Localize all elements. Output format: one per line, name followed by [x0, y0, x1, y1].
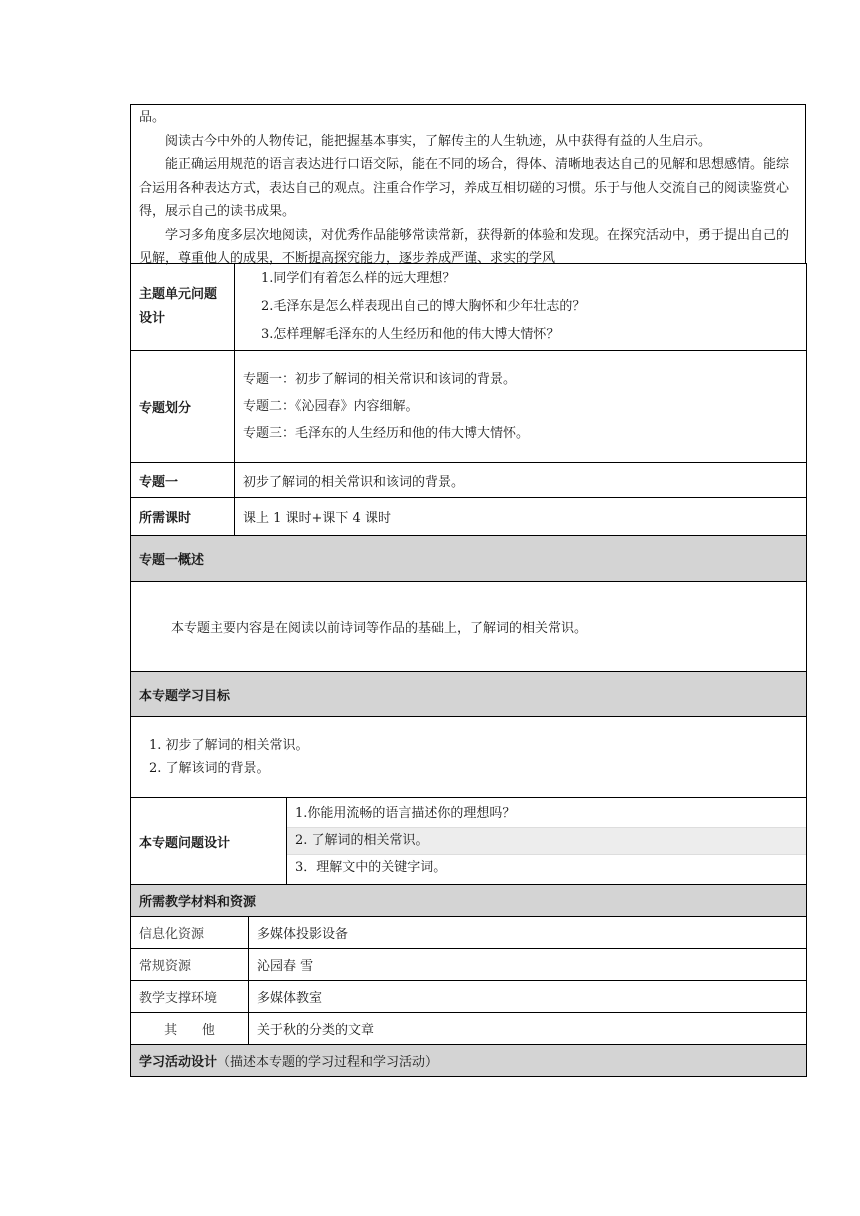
materials-header-row: [131, 885, 807, 917]
topic-question-3: 3．理解文中的关键字词。: [295, 860, 447, 875]
topic-questions-label: 本专题问题设计: [131, 798, 287, 885]
overview-body-row: [131, 582, 807, 672]
material-value: 沁园春 雪: [249, 949, 807, 981]
topics-list: [235, 351, 807, 463]
intro-line-1: 阅读古今中外的人物传记，能把握基本事实，了解传主的人生轨迹，从中获得有益的人生启示。: [165, 133, 712, 149]
unit-questions-label: 主题单元问题设计: [131, 264, 235, 351]
unit-questions-list: [235, 264, 807, 351]
topics-row: [131, 351, 807, 463]
goals-header-row: [131, 672, 807, 717]
intro-line-2: 能正确运用规范的语言表达进行口语交际，能在不同的场合，得体、清晰地表达自己的见解和思想感情。能综合运用各种表达方式，表达自己的观点。注重合作学习，养成互相切磋的习惯。乐于与他人交流自己的阅读鉴赏心得，展示自己的读书成果。: [139, 157, 790, 219]
topic1-row: [131, 463, 807, 498]
intro-line-0: 品。: [139, 110, 166, 125]
topic-item-1: 专题一：初步了解词的相关常识和该词的背景。: [243, 372, 517, 387]
unit-question-2: 2.毛泽东是怎么样表现出自己的博大胸怀和少年壮志的？: [261, 299, 586, 314]
topic-item-2: 专题二：《沁园春》内容细解。: [243, 399, 419, 414]
overview-label: 专题一概述: [131, 536, 807, 582]
material-value: 多媒体教室: [249, 981, 807, 1013]
activity-header: [131, 1045, 807, 1077]
material-row: [131, 949, 807, 981]
overview-header-row: [131, 536, 807, 582]
material-key: 常规资源: [131, 949, 249, 981]
goal-item-1: 1. 初步了解词的相关常识。: [149, 738, 309, 753]
topic1-label: 专题一: [131, 463, 235, 498]
materials-label: 所需教学材料和资源: [131, 885, 807, 917]
activity-label: 学习活动设计: [139, 1055, 218, 1070]
topic1-value: 初步了解词的相关常识和该词的背景。: [235, 463, 807, 498]
goals-body-row: [131, 717, 807, 798]
unit-question-1: 1.同学们有着怎么样的远大理想？: [261, 271, 456, 286]
material-row: [131, 917, 807, 949]
material-value: 关于秋的分类的文章: [249, 1013, 807, 1045]
hours-value: 课上 1 课时+课下 4 课时: [235, 498, 807, 536]
goals-list: [131, 717, 807, 798]
activity-header-row: [131, 1045, 807, 1077]
intro-line-3: 学习多角度多层次地阅读，对优秀作品能够常读常新，获得新的体验和发现。在探究活动中，勇于提出自己的见解，尊重他人的成果，不断提高探究能力，逐步养成严谨、求实的学风: [139, 227, 790, 266]
lesson-plan-sheet: [130, 104, 806, 1077]
intro-text-block: [130, 104, 806, 266]
plan-table: [130, 263, 807, 1077]
topic-questions-list: [287, 798, 807, 885]
material-key: 教学支撑环境: [131, 981, 249, 1013]
activity-note: （描述本专题的学习过程和学习活动）: [217, 1055, 439, 1070]
material-value: 多媒体投影设备: [249, 917, 807, 949]
topic-question-2: 2. 了解词的相关常识。: [287, 828, 806, 855]
material-row: [131, 1013, 807, 1045]
unit-questions-row: [131, 264, 807, 351]
material-key: 其 他: [131, 1013, 249, 1045]
unit-question-3: 3.怎样理解毛泽东的人生经历和他的伟大博大情怀？: [261, 327, 560, 342]
material-key: 信息化资源: [131, 917, 249, 949]
hours-row: [131, 498, 807, 536]
material-row: [131, 981, 807, 1013]
topics-label: 专题划分: [131, 351, 235, 463]
topic-item-3: 专题三：毛泽东的人生经历和他的伟大博大情怀。: [243, 426, 530, 441]
topic-question-1: 1.你能用流畅的语言描述你的理想吗？: [287, 801, 806, 828]
goals-label: 本专题学习目标: [131, 672, 807, 717]
hours-label: 所需课时: [131, 498, 235, 536]
topic-questions-row: [131, 798, 807, 885]
overview-text: 本专题主要内容是在阅读以前诗词等作品的基础上，了解词的相关常识。: [131, 582, 807, 672]
goal-item-2: 2. 了解该词的背景。: [149, 761, 270, 776]
